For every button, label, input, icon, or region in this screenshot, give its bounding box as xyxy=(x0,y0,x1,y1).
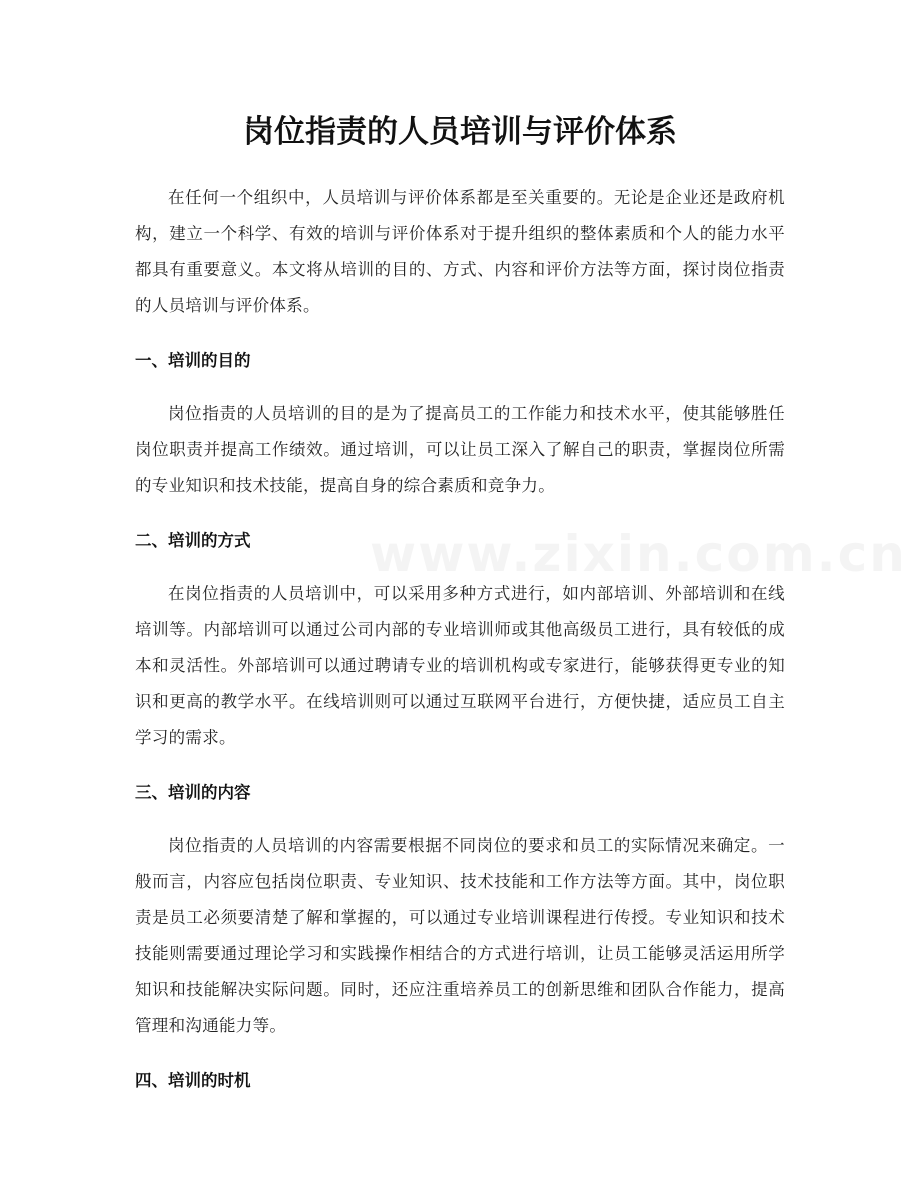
intro-paragraph: 在任何一个组织中，人员培训与评价体系都是至关重要的。无论是企业还是政府机构，建立一个科学、有效的培训与评价体系对于提升组织的整体素质和个人的能力水平都具有重要意义。本文将从培训的目的、方式、内容和评价方法等方面，探讨岗位指责的人员培训与评价体系。 xyxy=(135,188,785,315)
section-heading-content: 三、培训的内容 xyxy=(135,783,251,802)
section-heading-purpose: 一、培训的目的 xyxy=(135,351,251,370)
section-paragraph-content: 岗位指责的人员培训的内容需要根据不同岗位的要求和员工的实际情况来确定。一般而言，内容应包括岗位职责、专业知识、技术技能和工作方法等方面。其中，岗位职责是员工必须要清楚了解和掌握的，可以通过专业培训课程进行传授。专业知识和技术技能则需要通过理论学习和实践操作相结合的方式进行培训，让员工能够灵活运用所学知识和技能解决实际问题。同时，还应注重培养员工的创新思维和团队合作能力，提高管理和沟通能力等。 xyxy=(135,836,785,1035)
section-heading-methods: 二、培训的方式 xyxy=(135,531,251,550)
section-paragraph-methods: 在岗位指责的人员培训中，可以采用多种方式进行，如内部培训、外部培训和在线培训等。内部培训可以通过公司内部的专业培训师或其他高级员工进行，具有较低的成本和灵活性。外部培训可以通过聘请专业的培训机构或专家进行，能够获得更专业的知识和更高的教学水平。在线培训则可以通过互联网平台进行，方便快捷，适应员工自主学习的需求。 xyxy=(135,584,785,747)
document-body xyxy=(135,180,785,1116)
section-heading-timing: 四、培训的时机 xyxy=(135,1071,251,1090)
section-paragraph-purpose: 岗位指责的人员培训的目的是为了提高员工的工作能力和技术水平，使其能够胜任岗位职责并提高工作绩效。通过培训，可以让员工深入了解自己的职责，掌握岗位所需的专业知识和技术技能，提高自身的综合素质和竞争力。 xyxy=(135,404,785,495)
document-title: 岗位指责的人员培训与评价体系 xyxy=(243,114,677,150)
